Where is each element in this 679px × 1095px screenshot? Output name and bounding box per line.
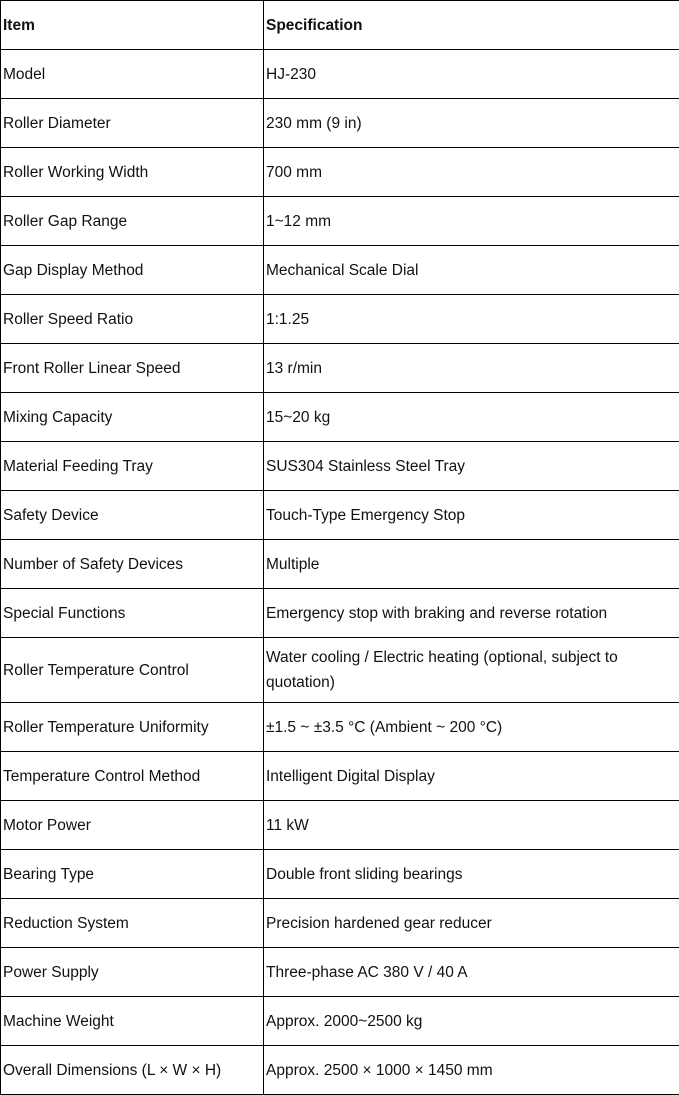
table-row	[1, 246, 679, 295]
specification-cell: Mechanical Scale Dial	[264, 246, 679, 295]
item-cell: Roller Speed Ratio	[1, 295, 264, 344]
specification-cell: Approx. 2500 × 1000 × 1450 mm	[264, 1046, 679, 1095]
table-row	[1, 491, 679, 540]
column-header-specification: Specification	[264, 1, 679, 50]
specification-cell: 15~20 kg	[264, 393, 679, 442]
specification-cell: Emergency stop with braking and reverse rotation	[264, 589, 679, 638]
specification-cell: Double front sliding bearings	[264, 850, 679, 899]
table-row	[1, 589, 679, 638]
table-row	[1, 638, 679, 703]
item-cell: Reduction System	[1, 899, 264, 948]
table-row	[1, 752, 679, 801]
table-row	[1, 997, 679, 1046]
specification-cell: Precision hardened gear reducer	[264, 899, 679, 948]
specification-cell: 1~12 mm	[264, 197, 679, 246]
item-cell: Front Roller Linear Speed	[1, 344, 264, 393]
item-cell: Mixing Capacity	[1, 393, 264, 442]
table-row	[1, 295, 679, 344]
item-cell: Roller Temperature Uniformity	[1, 703, 264, 752]
specification-cell: SUS304 Stainless Steel Tray	[264, 442, 679, 491]
item-cell: Machine Weight	[1, 997, 264, 1046]
item-cell: Roller Gap Range	[1, 197, 264, 246]
table-row	[1, 344, 679, 393]
item-cell: Special Functions	[1, 589, 264, 638]
table-row	[1, 703, 679, 752]
specification-cell: Intelligent Digital Display	[264, 752, 679, 801]
table-row	[1, 850, 679, 899]
item-cell: Number of Safety Devices	[1, 540, 264, 589]
specification-cell: Multiple	[264, 540, 679, 589]
specification-cell: 230 mm (9 in)	[264, 99, 679, 148]
item-cell: Roller Diameter	[1, 99, 264, 148]
specification-cell: 700 mm	[264, 148, 679, 197]
table-row	[1, 1046, 679, 1095]
item-cell: Motor Power	[1, 801, 264, 850]
table-row	[1, 442, 679, 491]
table-row	[1, 540, 679, 589]
specification-cell: Water cooling / Electric heating (optional, subject to quotation)	[264, 638, 679, 703]
specification-cell: HJ-230	[264, 50, 679, 99]
specification-cell: 11 kW	[264, 801, 679, 850]
table-row	[1, 99, 679, 148]
item-cell: Power Supply	[1, 948, 264, 997]
specification-cell: 13 r/min	[264, 344, 679, 393]
item-cell: Material Feeding Tray	[1, 442, 264, 491]
table-row	[1, 948, 679, 997]
table-row	[1, 899, 679, 948]
table-row	[1, 801, 679, 850]
item-cell: Roller Working Width	[1, 148, 264, 197]
table-row	[1, 50, 679, 99]
specification-cell: Touch-Type Emergency Stop	[264, 491, 679, 540]
specification-cell: Three-phase AC 380 V / 40 A	[264, 948, 679, 997]
item-cell: Model	[1, 50, 264, 99]
column-header-item: Item	[1, 1, 264, 50]
item-cell: Overall Dimensions (L × W × H)	[1, 1046, 264, 1095]
item-cell: Temperature Control Method	[1, 752, 264, 801]
table-row	[1, 148, 679, 197]
specification-cell: Approx. 2000~2500 kg	[264, 997, 679, 1046]
table-row	[1, 393, 679, 442]
item-cell: Safety Device	[1, 491, 264, 540]
table-row	[1, 197, 679, 246]
item-cell: Gap Display Method	[1, 246, 264, 295]
item-cell: Bearing Type	[1, 850, 264, 899]
specification-cell: 1:1.25	[264, 295, 679, 344]
table-header-row	[1, 1, 679, 50]
item-cell: Roller Temperature Control	[1, 638, 264, 703]
specification-cell: ±1.5 ~ ±3.5 °C (Ambient ~ 200 °C)	[264, 703, 679, 752]
